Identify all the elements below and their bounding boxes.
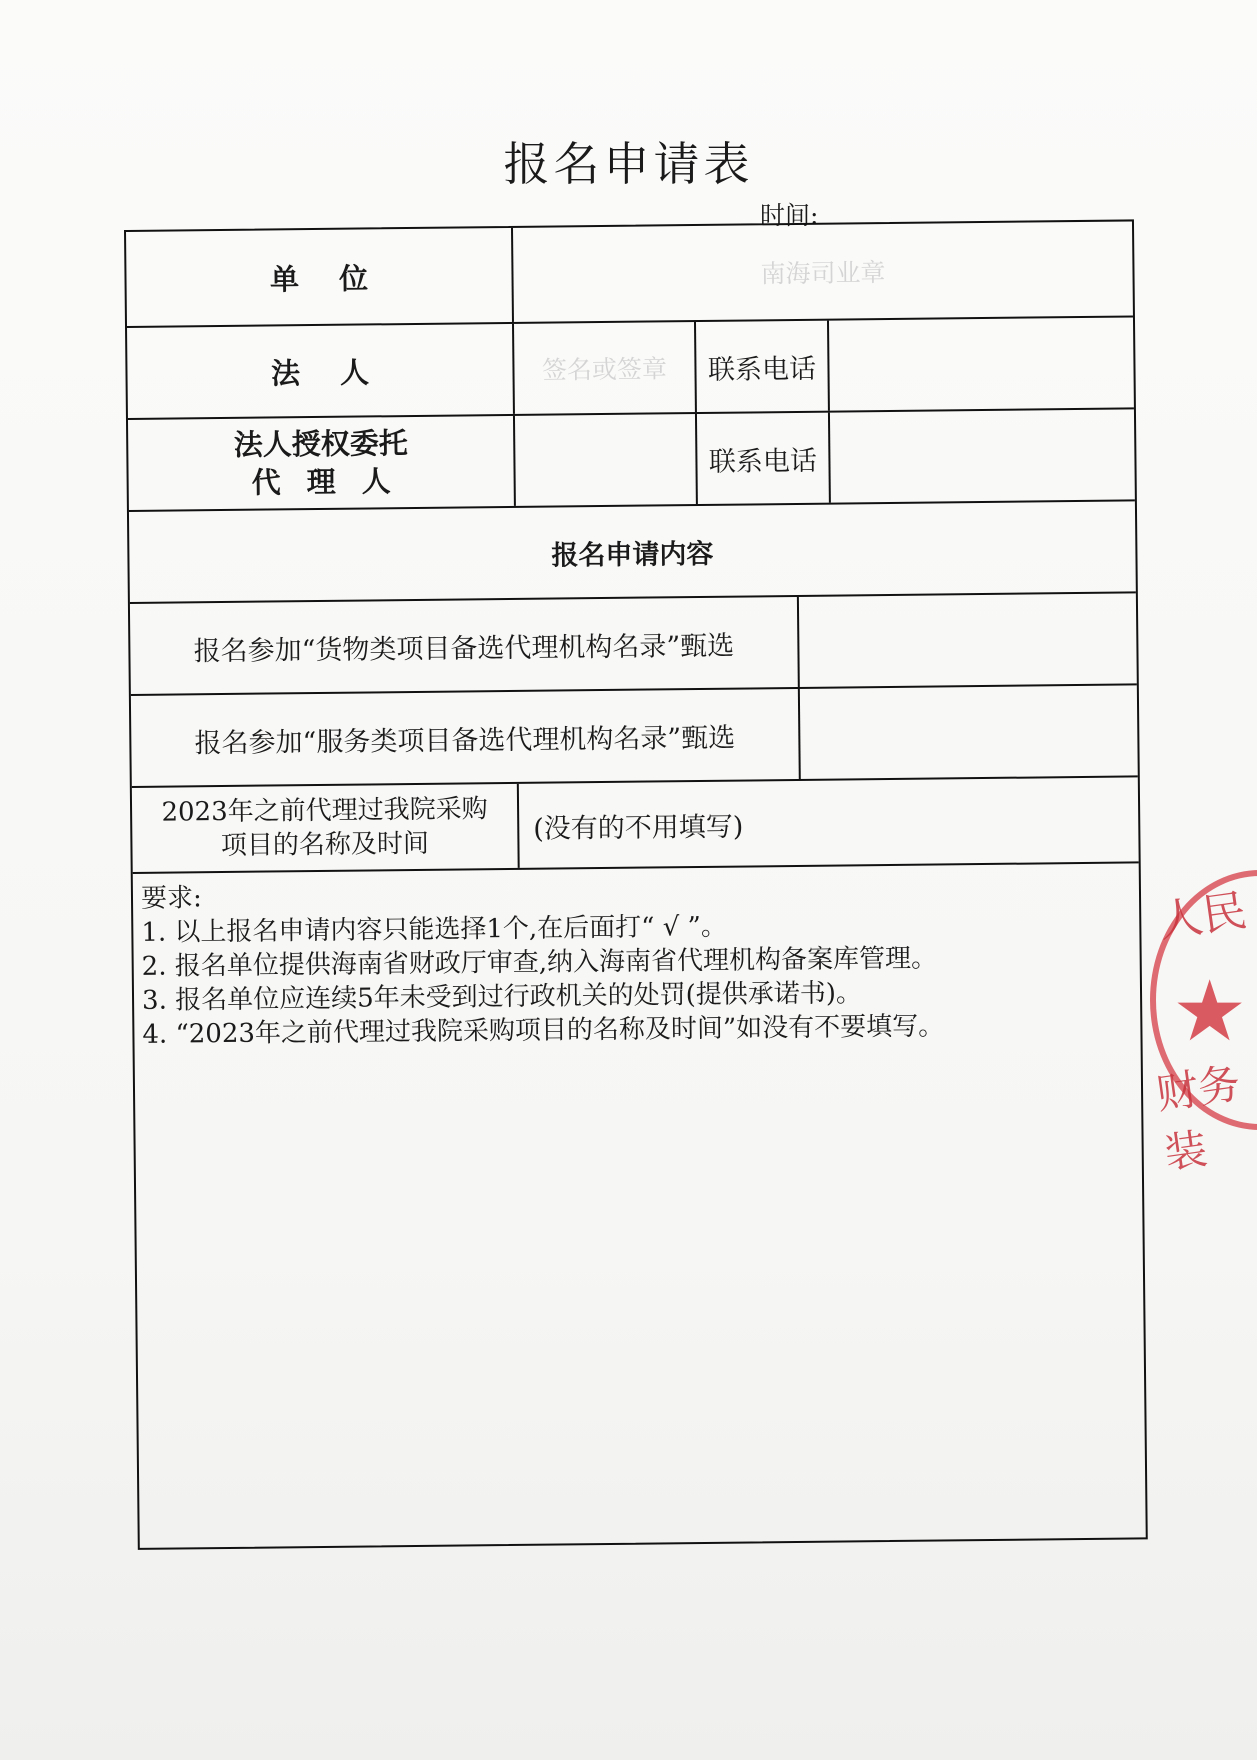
content-header: 报名申请内容 (551, 538, 714, 572)
legal-person-value: 签名或签章 (541, 354, 668, 385)
legal-person-phone-value-cell[interactable] (827, 317, 1134, 410)
history-label (161, 792, 488, 863)
agent-value-cell[interactable] (513, 414, 696, 506)
agent-phone-label: 联系电话 (708, 445, 818, 478)
content-header-row (129, 501, 1136, 604)
goods-option-label-cell (130, 597, 798, 694)
legal-person-value-cell[interactable] (512, 322, 695, 414)
history-label-line2: 项目的名称及时间 (220, 828, 430, 862)
unit-label-cell (126, 228, 512, 326)
goods-option-check-cell[interactable] (797, 593, 1137, 687)
agent-row (128, 409, 1135, 512)
agent-label-line1: 法人授权委托 (233, 426, 408, 462)
agent-phone-value-cell[interactable] (828, 409, 1135, 502)
agent-label-line2: 代理人 (251, 463, 417, 500)
requirement-item: 3. 报名单位应连续5年未受到过行政机关的处罚(提供承诺书)。 (141, 978, 863, 1016)
goods-option-row (130, 593, 1137, 696)
unit-label: 单位 (269, 260, 409, 296)
seal-star-icon: ★ (1172, 962, 1248, 1060)
services-option-label: 报名参加“服务类项目备选代理机构名录”甄选 (194, 722, 736, 759)
history-row (132, 777, 1139, 874)
requirements-heading: 要求: (140, 883, 202, 914)
history-value: (没有的不用填写) (533, 811, 744, 845)
time-label: 时间: (760, 201, 819, 230)
agent-label-cell (128, 416, 514, 510)
legal-person-phone-label: 联系电话 (707, 353, 817, 386)
unit-value-cell[interactable] (511, 221, 1133, 321)
legal-person-row (127, 317, 1134, 420)
requirement-item: 4. “2023年之前代理过我院采购项目的名称及时间”如没有不要填写。 (142, 1011, 945, 1050)
unit-row (126, 221, 1133, 328)
history-label-cell (132, 784, 518, 872)
agent-phone-label-cell (695, 413, 829, 504)
agent-label (225, 424, 417, 502)
document-title: 报名申请表 (503, 137, 754, 191)
application-form (124, 219, 1148, 1550)
requirement-item: 2. 报名单位提供海南省财政厅审查,纳入海南省代理机构备案库管理。 (141, 943, 938, 982)
history-value-cell[interactable] (517, 777, 1139, 867)
legal-person-label: 法人 (270, 354, 410, 390)
services-option-label-cell (131, 689, 799, 786)
requirements-section (133, 871, 1139, 1050)
seal-top-text: 人民 (1155, 885, 1250, 948)
requirements-list (141, 871, 1133, 1051)
goods-option-label: 报名参加“货物类项目备选代理机构名录”甄选 (193, 630, 735, 667)
services-option-row (131, 685, 1138, 788)
history-label-line1: 2023年之前代理过我院采购 (161, 794, 488, 828)
content-header-cell (129, 501, 1136, 602)
unit-value: 南海司业章 (760, 258, 886, 289)
services-option-check-cell[interactable] (798, 685, 1138, 779)
legal-person-phone-label-cell (694, 321, 828, 412)
legal-person-label-cell (127, 324, 513, 418)
requirement-item: 1. 以上报名申请内容只能选择1个,在后面打“ √ ”。 (141, 911, 728, 948)
seal-bottom-text: 财务装 (1153, 1058, 1244, 1179)
